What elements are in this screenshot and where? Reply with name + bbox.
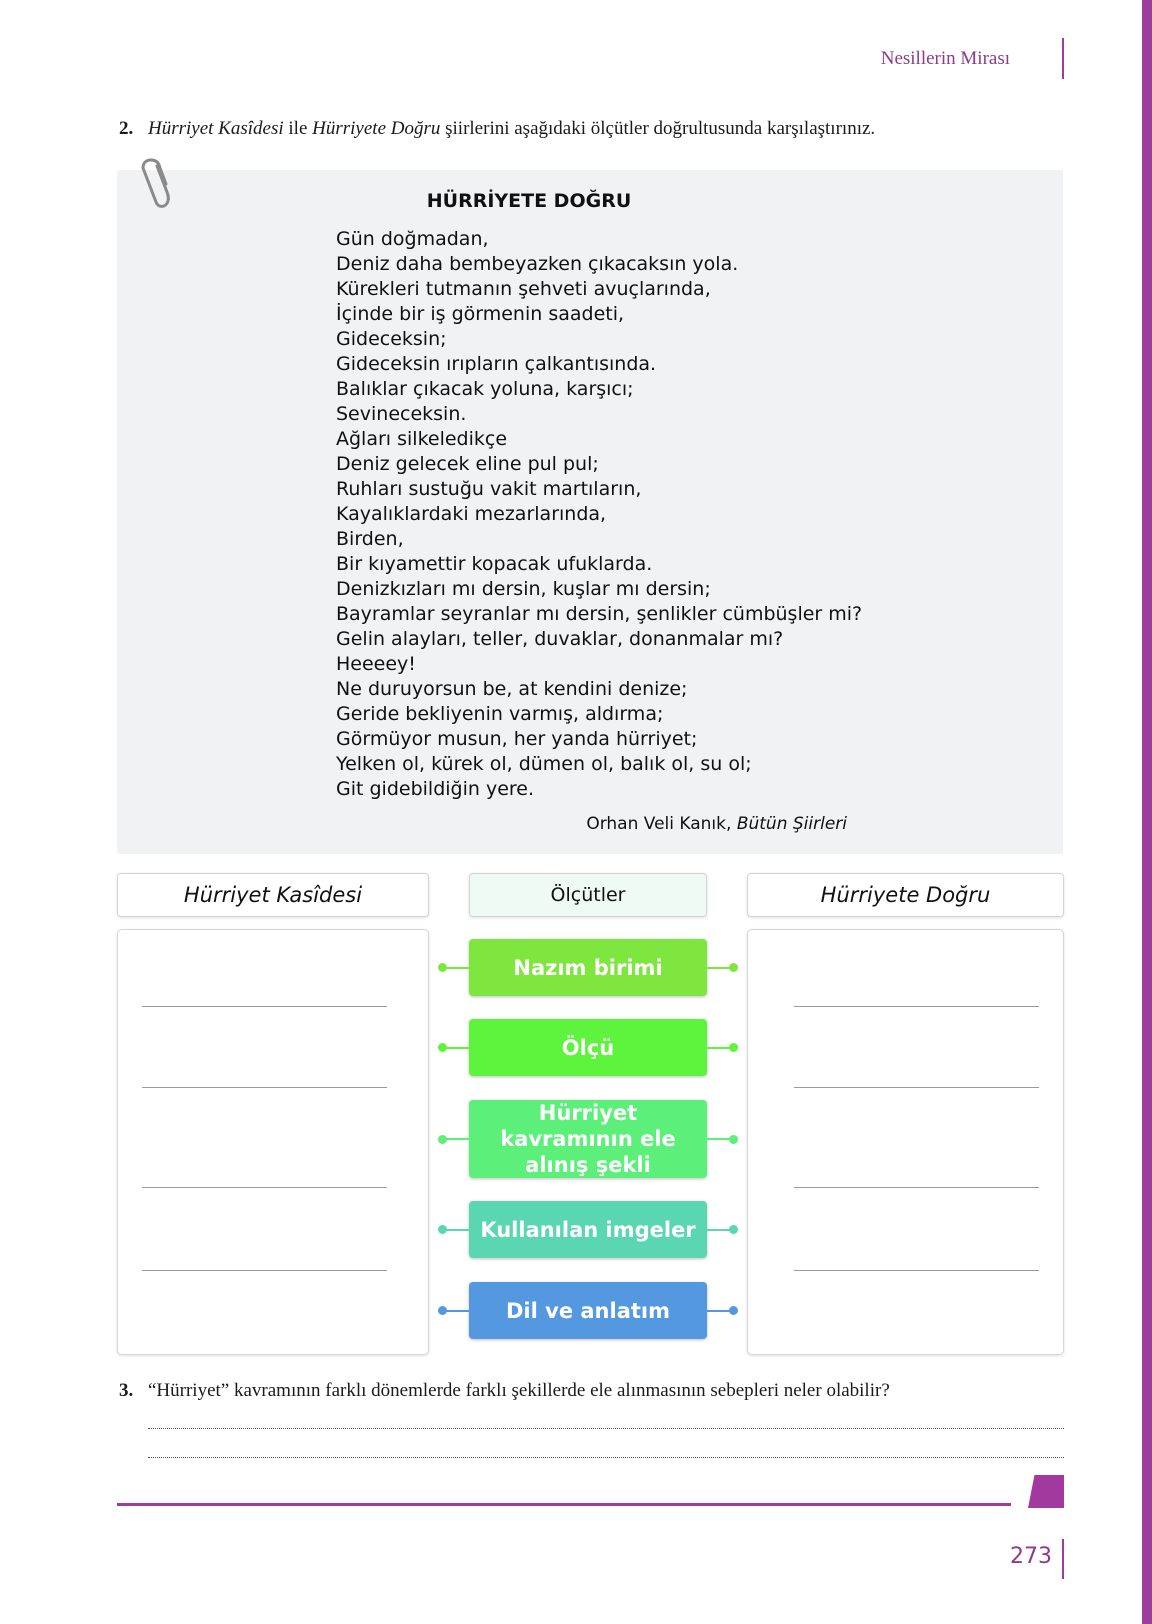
left-connector-dot xyxy=(438,1225,447,1234)
left-write-line[interactable] xyxy=(142,1006,387,1007)
poem-line: Git gidebildiğin yere. xyxy=(336,778,535,800)
poem-line: Ruhları sustuğu vakit martıların, xyxy=(336,478,642,500)
poem-line: Deniz gelecek eline pul pul; xyxy=(336,453,599,475)
criterion-box: Nazım birimi xyxy=(469,939,707,996)
left-connector-dot xyxy=(438,1135,447,1144)
footer-tab xyxy=(1028,1475,1064,1508)
poem-line: Bir kıyamettir kopacak ufuklarda. xyxy=(336,553,653,575)
poem-title: HÜRRİYETE DOĞRU xyxy=(426,190,632,212)
page-edge-bar xyxy=(1142,0,1152,1624)
poem-line: Heeeey! xyxy=(336,653,416,675)
left-connector-dot xyxy=(438,1043,447,1052)
poem-line: Gideceksin; xyxy=(336,328,447,350)
poem-author: Orhan Veli Kanık, xyxy=(586,814,737,834)
running-header: Nesillerin Mirası xyxy=(880,48,1010,69)
footer-rule xyxy=(117,1503,1011,1506)
question-2-and: ile xyxy=(283,118,313,139)
poem-book: Bütün Şiirleri xyxy=(736,814,847,834)
right-connector-dot xyxy=(729,1135,738,1144)
poem-line: Ağları silkeledikçe xyxy=(336,428,508,450)
right-write-line[interactable] xyxy=(794,1087,1039,1088)
poem-line: Geride bekliyenin varmış, aldırma; xyxy=(336,703,664,725)
answer-dotted-line[interactable] xyxy=(148,1428,1064,1429)
criterion-box: Hürriyet kavramının ele alınış şekli xyxy=(469,1100,707,1178)
poem-source xyxy=(586,814,847,834)
left-column-header: Hürriyet Kasîdesi xyxy=(117,873,429,917)
poem-line: Denizkızları mı dersin, kuşlar mı dersin; xyxy=(336,578,711,600)
poem-line: Gideceksin ırıpların çalkantısında. xyxy=(336,353,657,375)
page-number: 273 xyxy=(1010,1544,1052,1569)
poem-line: Birden, xyxy=(336,528,404,550)
poem-line: Bayramlar seyranlar mı dersin, şenlikler cümbüşler mi? xyxy=(336,603,863,625)
poem-line: Deniz daha bembeyazken çıkacaksın yola. xyxy=(336,253,739,275)
poem-line: Kayalıklardaki mezarlarında, xyxy=(336,503,607,525)
question-2-title1: Hürriyet Kasîdesi xyxy=(148,118,284,139)
left-write-line[interactable] xyxy=(142,1087,387,1088)
right-connector-dot xyxy=(729,963,738,972)
right-write-line[interactable] xyxy=(794,1270,1039,1271)
question-2-text xyxy=(148,118,875,140)
criterion-box: Ölçü xyxy=(469,1019,707,1076)
poem-line: Gelin alayları, teller, duvaklar, donanmalar mı? xyxy=(336,628,784,650)
poem-line: Sevineceksin. xyxy=(336,403,467,425)
header-divider xyxy=(1062,38,1064,79)
left-write-line[interactable] xyxy=(142,1187,387,1188)
question-3-text: “Hürriyet” kavramının farklı dönemlerde farklı şekillerde ele alınmasının sebepleri neler olabilir? xyxy=(148,1380,890,1401)
poem-line: Kürekleri tutmanın şehveti avuçlarında, xyxy=(336,278,711,300)
right-connector-dot xyxy=(729,1225,738,1234)
right-answer-panel[interactable] xyxy=(747,929,1064,1355)
poem-line: Balıklar çıkacak yoluna, karşıcı; xyxy=(336,378,634,400)
left-answer-panel[interactable] xyxy=(117,929,429,1355)
poem-lines xyxy=(336,227,862,802)
question-2-rest: şiirlerini aşağıdaki ölçütler doğrultusunda karşılaştırınız. xyxy=(440,118,876,139)
right-column-header: Hürriyete Doğru xyxy=(747,873,1064,917)
criterion-box: Kullanılan imgeler xyxy=(469,1201,707,1258)
criterion-box: Dil ve anlatım xyxy=(469,1282,707,1339)
right-write-line[interactable] xyxy=(794,1187,1039,1188)
poem-line: Ne duruyorsun be, at kendini denize; xyxy=(336,678,688,700)
question-2-title2: Hürriyete Doğru xyxy=(312,118,441,139)
criteria-header: Ölçütler xyxy=(469,873,707,917)
poem-line: Görmüyor musun, her yanda hürriyet; xyxy=(336,728,698,750)
left-connector-dot xyxy=(438,963,447,972)
right-connector-dot xyxy=(729,1043,738,1052)
poem-line: Gün doğmadan, xyxy=(336,228,489,250)
right-connector-dot xyxy=(729,1306,738,1315)
right-write-line[interactable] xyxy=(794,1006,1039,1007)
answer-dotted-line[interactable] xyxy=(148,1457,1064,1458)
left-write-line[interactable] xyxy=(142,1270,387,1271)
question-2-number: 2. xyxy=(119,118,134,139)
poem-line: İçinde bir iş görmenin saadeti, xyxy=(336,303,625,325)
poem-line: Yelken ol, kürek ol, dümen ol, balık ol, su ol; xyxy=(336,753,752,775)
left-connector-dot xyxy=(438,1306,447,1315)
question-3-number: 3. xyxy=(119,1380,134,1401)
page-number-divider xyxy=(1062,1539,1064,1579)
